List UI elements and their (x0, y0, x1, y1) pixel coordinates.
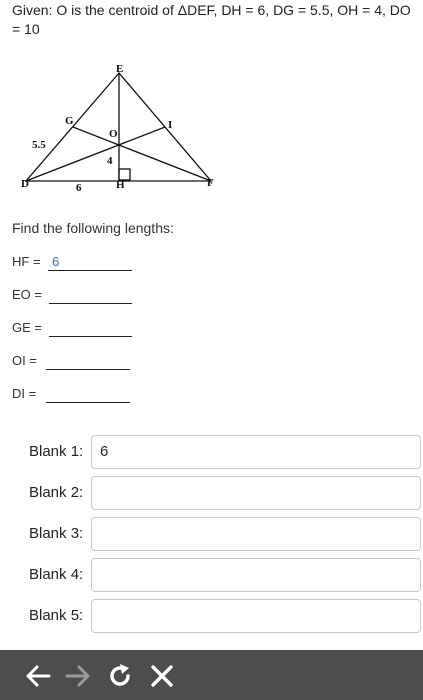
question-label: HF = (12, 254, 41, 269)
question-label: GE = (12, 320, 42, 335)
blank-label: Blank 1: (29, 443, 84, 460)
triangle-diagram (18, 62, 223, 197)
answer-line (46, 369, 130, 370)
triangle-figure (18, 62, 223, 197)
answer-line (46, 402, 130, 403)
median-fg (73, 127, 211, 181)
label-o: O (109, 128, 118, 140)
problem-statement: Given: O is the centroid of ΔDEF, DH = 6, DG = 5.5, OH = 4, DO = 10 (12, 2, 411, 37)
reload-button[interactable] (106, 662, 134, 690)
blank-2-input[interactable] (91, 476, 421, 510)
median-di (26, 127, 165, 181)
blank-5 (29, 599, 421, 633)
question-label: EO = (12, 287, 42, 302)
arrow-right-icon (64, 662, 92, 690)
blank-5-input[interactable] (91, 599, 421, 633)
refresh-icon (106, 662, 134, 690)
stop-button[interactable] (148, 662, 176, 690)
question-ge (12, 320, 134, 338)
blank-label: Blank 3: (29, 525, 84, 542)
blank-1-input[interactable]: 6 (91, 435, 421, 469)
label-d: D (21, 178, 29, 190)
blank-4 (29, 558, 421, 592)
label-f: F (207, 177, 214, 189)
question-answer: 6 (52, 254, 60, 269)
blank-label: Blank 4: (29, 566, 84, 583)
question-di (12, 386, 134, 404)
question-label: DI = (12, 386, 37, 401)
label-dg-length: 5.5 (32, 139, 46, 151)
question-eo (12, 287, 134, 305)
answer-line (49, 336, 132, 337)
label-e: E (116, 63, 124, 75)
blank-3 (29, 517, 421, 551)
answer-line (48, 270, 132, 271)
label-i: I (168, 119, 173, 131)
label-h: H (116, 179, 125, 191)
close-icon (148, 662, 176, 690)
question-hf (12, 254, 134, 272)
blank-1 (29, 435, 421, 469)
blank-4-input[interactable] (91, 558, 421, 592)
question-oi (12, 353, 134, 371)
blank-label: Blank 5: (29, 607, 84, 624)
blank-label: Blank 2: (29, 484, 84, 501)
browser-toolbar (0, 650, 423, 700)
blank-3-input[interactable] (91, 517, 421, 551)
label-oh-length: 4 (107, 155, 113, 167)
label-dh-length: 6 (76, 182, 82, 194)
instructions: Find the following lengths: (12, 220, 174, 236)
back-button[interactable] (24, 662, 52, 690)
forward-button[interactable] (64, 662, 92, 690)
question-label: OI = (12, 353, 37, 368)
blank-2 (29, 476, 421, 510)
answer-line (49, 303, 132, 304)
arrow-left-icon (24, 662, 52, 690)
label-g: G (65, 115, 74, 127)
